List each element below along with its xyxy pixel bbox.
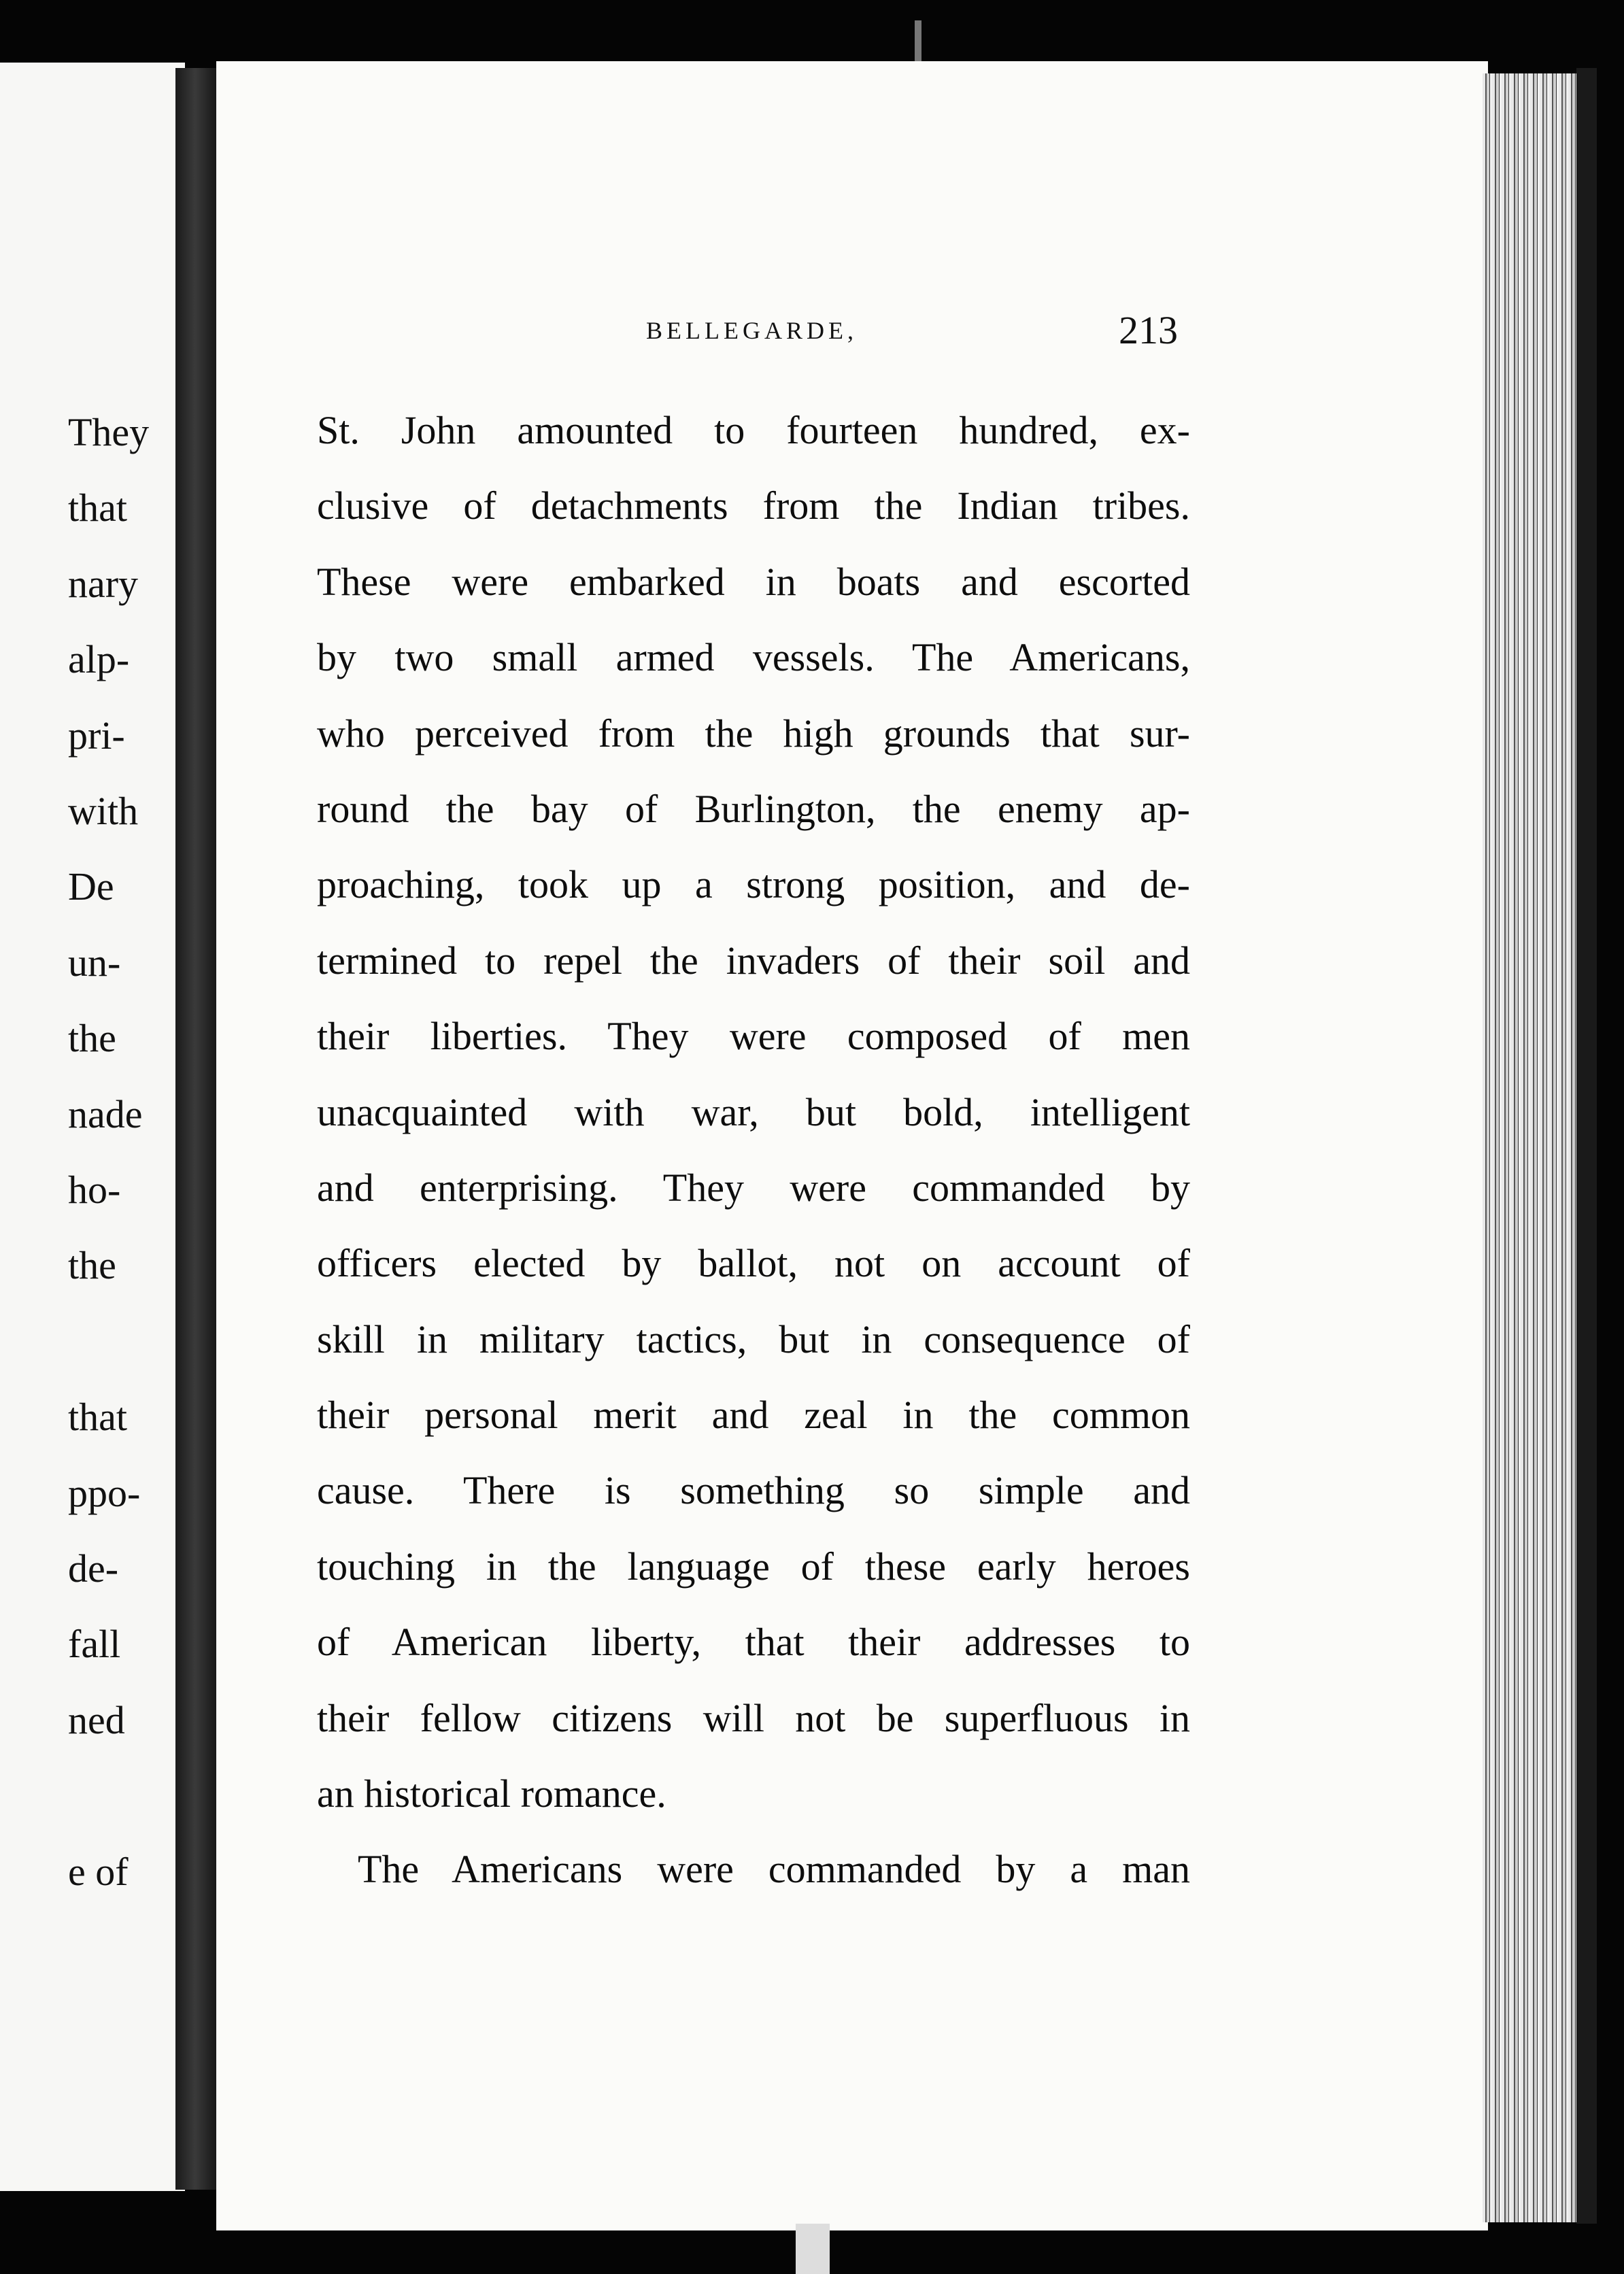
facing-page-line-fragment: the [68, 1016, 116, 1061]
text-line: termined to repel the invaders of their soil and [317, 938, 1190, 983]
text-line: proaching, took up a strong position, and de- [317, 862, 1190, 907]
scan-speck [915, 20, 921, 61]
text-line: These were embarked in boats and escorted [317, 559, 1190, 604]
text-line: clusive of detachments from the Indian tribes. [317, 483, 1190, 528]
text-line: cause. There is something so simple and [317, 1468, 1190, 1513]
page-edges [1483, 73, 1585, 2222]
text-line: St. John amounted to fourteen hundred, ex- [317, 408, 1190, 452]
facing-page-line-fragment: ho- [68, 1168, 121, 1212]
text-line: of American liberty, that their addresses to [317, 1620, 1190, 1665]
page-number: 213 [1119, 308, 1178, 352]
text-line: an historical romance. [317, 1771, 666, 1816]
facing-page-line-fragment: that [68, 1395, 127, 1440]
facing-page-line-fragment: De [68, 864, 114, 909]
scan-speck [796, 2224, 830, 2274]
facing-page-line-fragment: nary [68, 561, 139, 606]
text-line: officers elected by ballot, not on account of [317, 1241, 1190, 1286]
text-line: their personal merit and zeal in the common [317, 1393, 1190, 1438]
running-head: BELLEGARDE, [646, 317, 858, 344]
text-line: who perceived from the high grounds that sur- [317, 711, 1190, 756]
facing-page-line-fragment: fall [68, 1622, 121, 1667]
facing-page-line-fragment: ppo- [68, 1470, 141, 1515]
text-line: and enterprising. They were commanded by [317, 1165, 1190, 1210]
facing-page-left [0, 63, 185, 2191]
paragraph-start-line: The Americans were commanded by a man [358, 1847, 1190, 1892]
facing-page-line-fragment: alp- [68, 637, 130, 682]
facing-page-line-fragment: with [68, 789, 139, 833]
facing-page-line-fragment: nade [68, 1091, 143, 1136]
cover-edge [1576, 68, 1597, 2224]
text-line: unacquainted with war, but bold, intelligent [317, 1089, 1190, 1134]
facing-page-line-fragment: un- [68, 940, 121, 985]
facing-page-text [0, 63, 185, 2191]
facing-page-line-fragment: that [68, 486, 127, 530]
facing-page-line-fragment: They [68, 410, 150, 454]
text-line: their liberties. They were composed of men [317, 1014, 1190, 1059]
text-line: skill in military tactics, but in consequence of [317, 1317, 1190, 1361]
text-line: by two small armed vessels. The Americans, [317, 635, 1190, 680]
facing-page-line-fragment: ned [68, 1697, 125, 1742]
facing-page-line-fragment: pri- [68, 713, 125, 758]
text-line: their fellow citizens will not be superfluous in [317, 1695, 1190, 1740]
facing-page-line-fragment: the [68, 1243, 116, 1288]
facing-page-line-fragment: de- [68, 1546, 119, 1591]
body-text [317, 392, 1190, 1907]
text-line: round the bay of Burlington, the enemy ap- [317, 786, 1190, 831]
text-line: touching in the language of these early heroes [317, 1544, 1190, 1589]
facing-page-line-fragment: e of [68, 1849, 129, 1894]
